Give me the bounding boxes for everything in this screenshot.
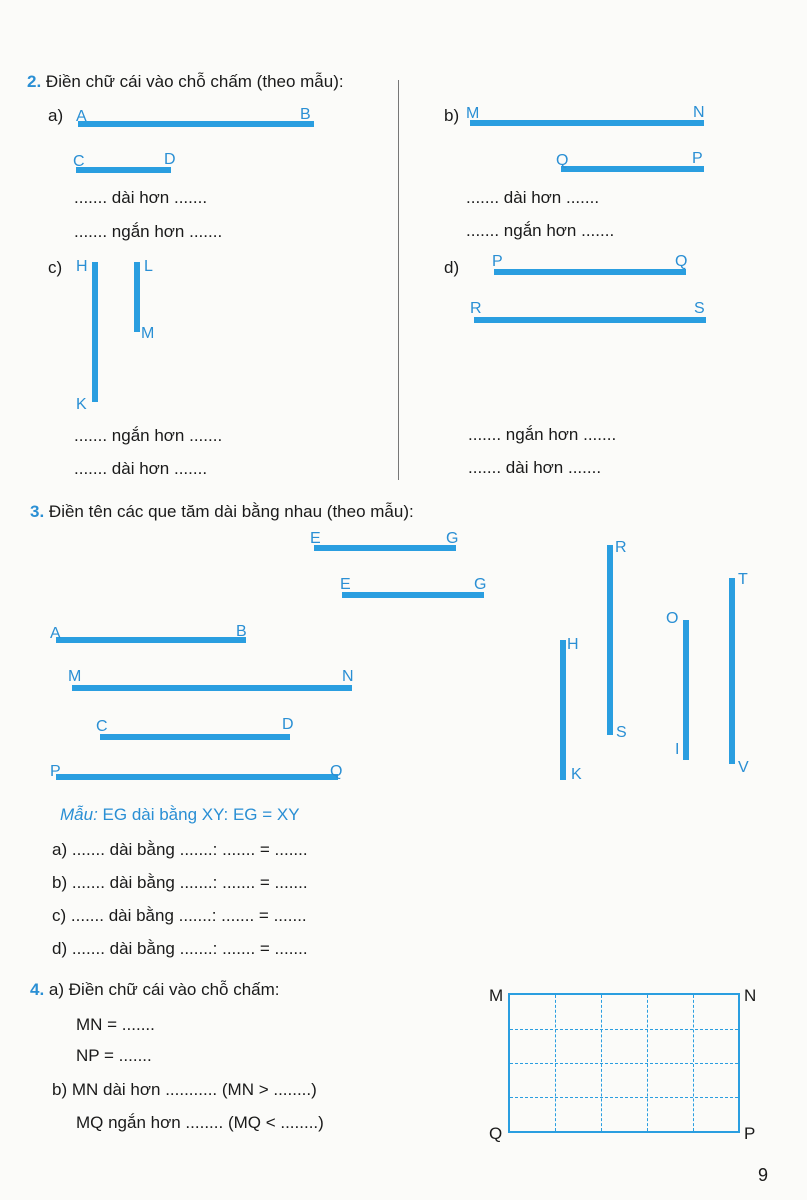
point-k-3: K [571,766,582,783]
ex2c-line1: ....... ngắn hơn ....... [74,426,223,445]
bar-pq [494,269,686,275]
point-r-3: R [615,539,627,556]
ex2d-line1: ....... ngắn hơn ....... [468,425,617,444]
ex3-answer-b-text: ....... dài bằng .......: ....... = ....... [71,873,308,892]
ex4-heading [30,980,280,1000]
bar-cd-3 [100,734,290,740]
bar-ab-3 [56,637,246,643]
point-d-3: D [282,716,294,733]
point-h-3: H [567,636,579,653]
ex2c-line2: ....... dài hơn ....... [74,459,208,478]
ex2b-line2: ....... ngắn hơn ....... [466,221,615,240]
ex4-title: a) Điền chữ cái vào chỗ chấm: [48,980,280,999]
rectangle-grid [508,993,740,1133]
point-o-3: O [666,610,679,627]
bar-rs [474,317,706,323]
bar-hk-3 [560,640,566,780]
point-p: P [692,150,703,167]
point-b-3: B [236,623,247,640]
ex2c-label: c) [48,258,63,277]
ex3-example-prefix: Mẫu: [60,805,98,824]
ex4-np: NP = ....... [76,1046,152,1065]
ex3-answer-d-text: ....... dài bằng .......: ....... = ....... [71,939,308,958]
point-a: A [76,108,87,125]
point-p-3: P [50,763,61,780]
ex3-example-text: EG dài bằng XY: EG = XY [102,805,300,824]
bar-oi-3 [683,620,689,760]
grid-line [510,1097,738,1098]
bar-hk [92,262,98,402]
ex2b-label: b) [444,106,460,125]
ex2d-label: d) [444,258,460,277]
point-e-1: E [310,530,321,547]
point-m-c: M [141,325,155,342]
grid-line [510,1029,738,1030]
ex2d-line2: ....... dài hơn ....... [468,458,602,477]
ex3-title: Điền tên các que tăm dài bằng nhau (theo mẫu): [48,502,414,521]
point-i-3: I [675,741,680,758]
corner-n: N [744,986,757,1005]
ex3-answer-d [52,939,308,959]
bar-pq-3 [56,774,338,780]
corner-m: M [489,986,504,1005]
point-v-3: V [738,759,749,776]
ex2b-line1: ....... dài hơn ....... [466,188,600,207]
point-s: S [694,300,705,317]
ex2a-line1: ....... dài hơn ....... [74,188,208,207]
bar-cd [76,167,171,173]
ex3-answer-b [52,873,308,893]
point-n: N [693,104,705,121]
point-c: C [73,153,85,170]
ex4-number: 4. [30,980,45,999]
corner-q: Q [489,1124,503,1143]
corner-p: P [744,1124,756,1143]
point-g-2: G [474,576,487,593]
ex2a-line2: ....... ngắn hơn ....... [74,222,223,241]
ex3-example [60,805,300,825]
ex3-answer-b-label: b) [52,873,68,892]
ex3-answer-d-label: d) [52,939,68,958]
bar-tv-3 [729,578,735,764]
point-q-d: Q [675,253,688,270]
ex4-mn: MN = ....... [76,1015,155,1034]
bar-eg-2 [342,592,484,598]
point-s-3: S [616,724,627,741]
ex4-b-line1: b) MN dài hơn ........... (MN > ........) [52,1080,317,1099]
point-e-2: E [340,576,351,593]
column-divider [398,80,399,480]
ex3-answer-a-text: ....... dài bằng .......: ....... = ....... [71,840,308,859]
grid-line [510,1063,738,1064]
bar-ab [78,121,314,127]
point-m: M [466,105,480,122]
point-q-3: Q [330,763,343,780]
point-n-3: N [342,668,354,685]
page-number: 9 [758,1165,769,1185]
bar-rs-3 [607,545,613,735]
ex3-answer-c-label: c) [52,906,67,925]
point-l: L [144,258,153,275]
ex2a-label: a) [48,106,64,125]
ex2-heading [27,72,344,92]
ex2-title: Điền chữ cái vào chỗ chấm (theo mẫu): [45,72,344,91]
point-h: H [76,258,88,275]
bar-qp [561,166,704,172]
ex3-answer-a [52,840,308,860]
bar-mn [470,120,704,126]
ex4-b-line2: MQ ngắn hơn ........ (MQ < ........) [76,1113,324,1132]
point-b: B [300,106,311,123]
point-p-d: P [492,253,503,270]
ex3-answer-c [52,906,307,926]
point-t-3: T [738,571,748,588]
bar-eg-1 [314,545,456,551]
point-a-3: A [50,625,61,642]
point-g-1: G [446,530,459,547]
point-d: D [164,151,176,168]
point-k: K [76,396,87,413]
ex3-answer-c-text: ....... dài bằng .......: ....... = ....... [70,906,307,925]
point-r: R [470,300,482,317]
point-q: Q [556,152,569,169]
point-m-3: M [68,668,82,685]
bar-lm [134,262,140,332]
ex3-answer-a-label: a) [52,840,68,859]
ex3-heading [30,502,414,522]
ex3-number: 3. [30,502,45,521]
point-c-3: C [96,718,108,735]
bar-mn-3 [72,685,352,691]
ex2-number: 2. [27,72,42,91]
